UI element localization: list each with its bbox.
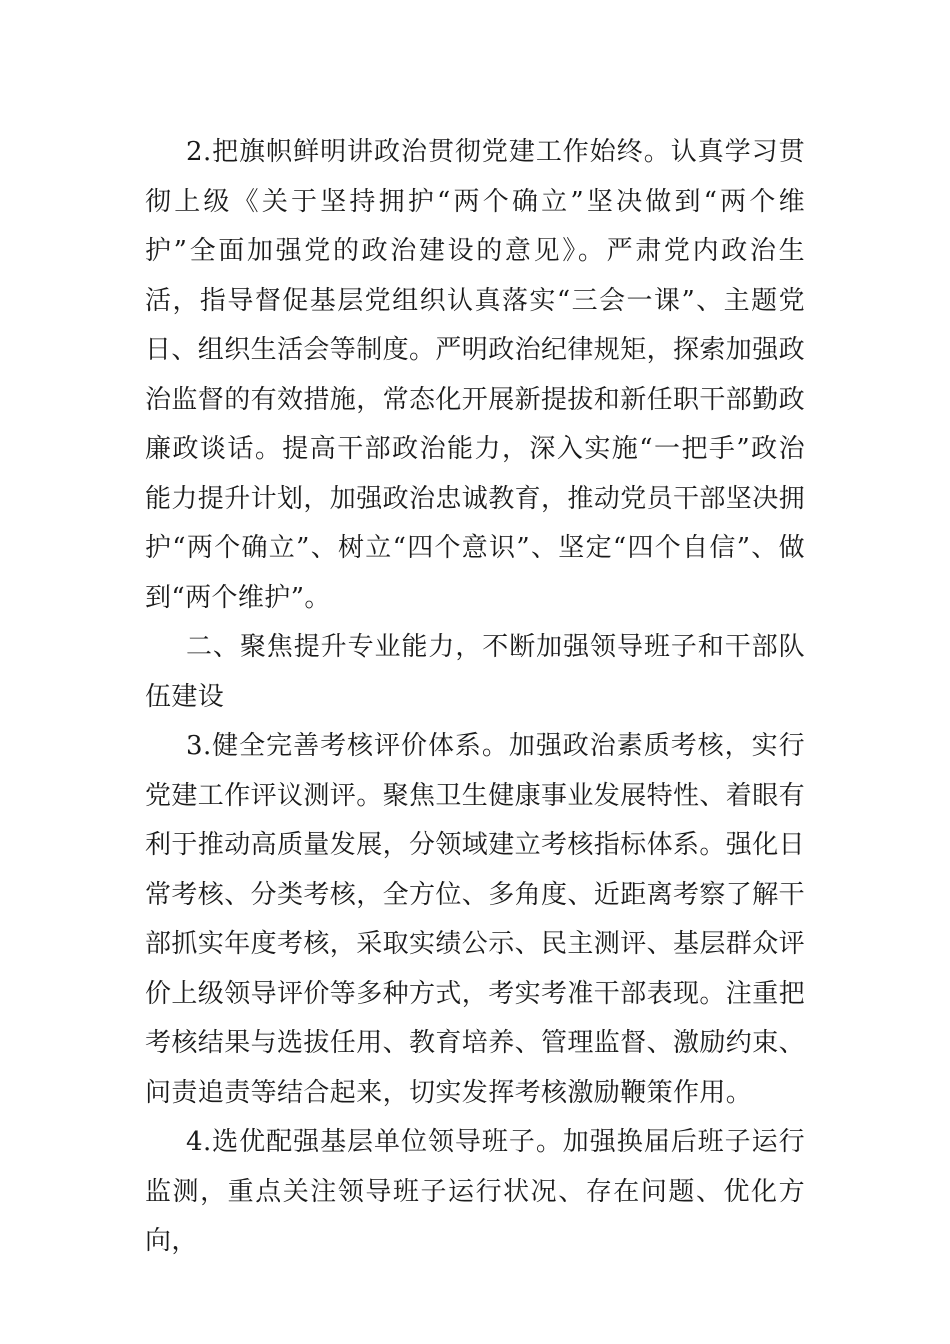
section-heading-2: 二、聚焦提升专业能力，不断加强领导班子和干部队伍建设 <box>145 632 805 712</box>
paragraph-item-3: 3.健全完善考核评价体系。加强政治素质考核，实行党建工作评议测评。聚焦卫生健康事业发展特性、着眼有利于推动高质量发展，分领域建立考核指标体系。强化日常考核、分类考核，全方位、多角度、近距离考察了解干部抓实年度考核，采取实绩公示、民主测评、基层群众评价上级领导评价等多种方式，考实考准干部表现。注重把考核结果与选拔任用、教育培养、管理监督、激励约束、问责追责等结合起来，切实发挥考核激励鞭策作用。 <box>145 731 806 1108</box>
document-body <box>145 128 805 1267</box>
paragraph-item-4: 4.选优配强基层单位领导班子。加强换届后班子运行监测，重点关注领导班子运行状况、存在问题、优化方向， <box>145 1127 805 1256</box>
paragraph-item-2: 2.把旗帜鲜明讲政治贯彻党建工作始终。认真学习贯彻上级《关于坚持拥护“两个确立”坚决做到“两个维护”全面加强党的政治建设的意见》。严肃党内政治生活，指导督促基层党组织认真落实“三会一课”、主题党日、组织生活会等制度。严明政治纪律规矩，探索加强政治监督的有效措施，常态化开展新提拔和新任职干部勤政廉政谈话。提高干部政治能力，深入实施“一把手”政治能力提升计划，加强政治忠诚教育，推动党员干部坚决拥护“两个确立”、树立“四个意识”、坚定“四个自信”、做到“两个维护”。 <box>145 137 806 613</box>
